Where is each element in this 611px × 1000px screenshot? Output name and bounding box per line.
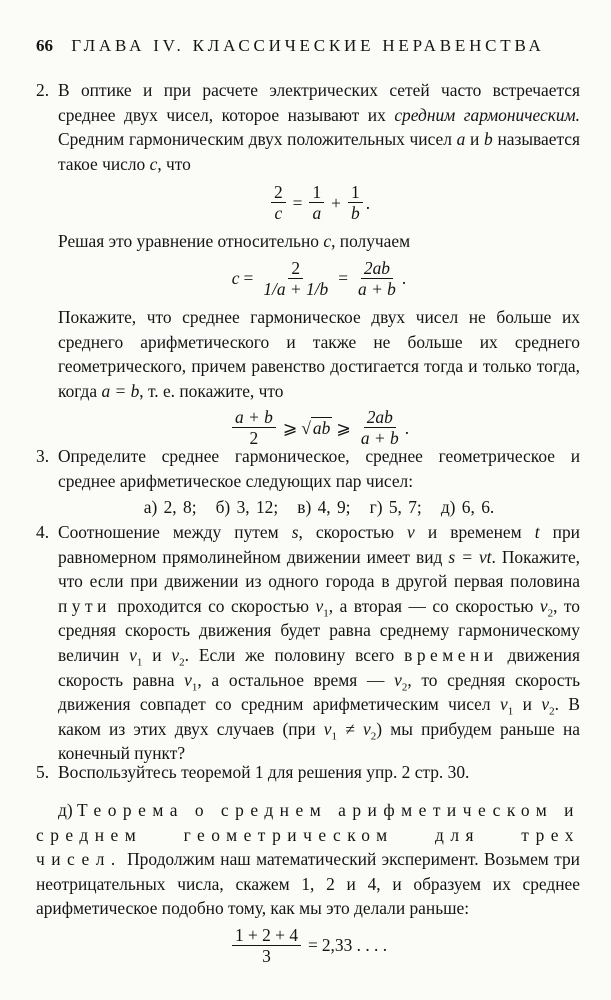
section-text: Продолжим наш математический эксперимент. Возьмем три неотрицательных числа, скажем 1, 2 и 4, и образуем их среднее арифметическое подобно тому, как мы это делали раньше: (36, 849, 580, 919)
text: при равномерном прямолинейном движении имеет вид (58, 522, 580, 567)
pair-a: а) 2, 8; (143, 497, 197, 518)
exercise-3-number: 3. (36, 446, 50, 466)
exercise-2-solving (58, 229, 580, 254)
numerator: a + b (232, 407, 276, 428)
text: , а остальное время — (197, 669, 395, 690)
exercise-5-number: 5. (36, 762, 50, 782)
formula-harmonic-solved (58, 258, 580, 299)
section-title: Теорема о среднем арифметическом и среднем геометрическом для трех чисел. (36, 800, 580, 870)
radical-sign: √ (301, 417, 311, 438)
section-paragraph (36, 798, 580, 921)
pair-b: б) 3, 12; (215, 497, 279, 518)
pair-d: д) 6, 6. (440, 497, 495, 518)
text: ) мы прибудем раньше на конечный пункт? (58, 718, 580, 764)
equality-a-b: a = b (101, 380, 140, 401)
section-three-numbers (36, 798, 580, 972)
fraction (260, 258, 331, 299)
period: . (401, 268, 407, 289)
square-root (301, 416, 332, 441)
text: , то средняя скорость движения будет равна среднему гармоническому величин (58, 595, 580, 665)
var-a: a (456, 129, 466, 150)
var-v: v (184, 669, 192, 690)
var-c: c (323, 231, 332, 252)
exercise-4 (36, 520, 580, 766)
fraction (358, 407, 402, 448)
geq-sign: ⩾ (336, 417, 351, 438)
subscript: 2 (370, 730, 377, 743)
var-v: v (129, 644, 137, 665)
chapter-title: ГЛАВА IV. КЛАССИЧЕСКИЕ НЕРАВЕНСТВА (71, 36, 545, 55)
pair-g: г) 5, 7; (369, 497, 422, 518)
fraction (271, 182, 286, 223)
denominator: b (350, 203, 360, 224)
equals-sign: = (308, 935, 318, 956)
text: . Покажите, что если при движении из одного города в другой первая половина (58, 546, 581, 592)
subscript: 2 (547, 607, 554, 620)
exercise-2 (36, 78, 580, 454)
subscript: 1 (191, 681, 198, 694)
text: . Если же половину всего (184, 644, 405, 665)
var-v: v (315, 595, 324, 616)
subscript: 2 (549, 705, 555, 718)
exercise-2-intro (58, 78, 580, 176)
period: . (365, 192, 371, 213)
text: Соотношение между путем (58, 522, 292, 542)
denominator: 3 (262, 945, 271, 966)
exercise-2-task (58, 305, 580, 403)
numerator: 1 (348, 182, 363, 203)
denominator: c (274, 203, 283, 224)
lhs: c (231, 268, 240, 289)
text: называется такое число (58, 129, 580, 174)
running-header (36, 34, 576, 59)
var-v: v (541, 694, 550, 715)
fraction (348, 182, 363, 223)
page-number: 66 (36, 36, 53, 55)
subscript: 1 (136, 656, 143, 669)
formula-arithmetic-mean (36, 925, 580, 966)
subscript: 2 (401, 681, 408, 694)
subscript: 1 (331, 730, 338, 743)
result-value: 2,33 . . . . (321, 935, 388, 956)
text: , т. е. покажите, что (139, 380, 284, 401)
formula-s-vt: s = vt (448, 546, 492, 567)
numerator: 2 (271, 182, 286, 203)
text: , что (157, 153, 191, 174)
subscript: 2 (179, 656, 185, 669)
numerator: 2 (288, 258, 303, 279)
subscript: 1 (507, 705, 514, 718)
text: и (142, 644, 172, 665)
term-harmonic-mean: средним гармоническим. (394, 104, 580, 125)
text: Покажите, что среднее гармоническое двух чисел не больше их среднего арифметического и также не больше их среднего геометрического, причем равенство достигается тогда и только тогда, когда (58, 306, 580, 401)
text: , получаем (331, 231, 411, 252)
geq-sign: ⩾ (282, 417, 298, 438)
text: , а вторая — со скоростью (328, 595, 540, 616)
section-label: д) (58, 800, 78, 820)
var-v: v (394, 669, 402, 690)
var-c: c (149, 153, 158, 174)
denominator: 2 (249, 428, 259, 449)
numerator: 2ab (361, 258, 393, 279)
exercise-3 (36, 444, 580, 524)
denominator: a + b (358, 278, 396, 299)
text: , скоростью (298, 522, 408, 542)
var-t: t (534, 522, 540, 542)
text: В оптике и при расчете электрических сетей часто встречается среднее двух чисел, которое называют их (58, 80, 580, 125)
var-v: v (362, 718, 371, 739)
text: Средним гармоническим двух положительных чисел (58, 129, 457, 150)
text: , то средняя скорость движения совпадет со средним арифметическим чисел (58, 669, 581, 715)
var-v: v (171, 644, 180, 665)
text: Решая это уравнение относительно (58, 231, 324, 252)
var-v: v (407, 522, 415, 542)
var-b: b (484, 129, 493, 150)
emphasis-path: пути (58, 595, 111, 616)
fraction (309, 182, 324, 223)
exercise-3-text: Определите среднее гармоническое, среднее геометрическое и среднее арифметическое следующих пар чисел: (58, 446, 580, 491)
numerator: 1 + 2 + 4 (232, 925, 301, 946)
var-v: v (539, 595, 548, 616)
numerator: 1 (309, 182, 324, 203)
text: . В каком из этих двух случаев (при (58, 694, 580, 739)
numerator: 2ab (364, 407, 396, 428)
text: и (513, 694, 542, 715)
denominator: 1/a + 1/b (263, 278, 329, 299)
exercise-5-text: Воспользуйтесь теоремой 1 для решения упр. 2 стр. 30. (58, 762, 470, 782)
fraction (232, 407, 276, 448)
text: движения скорость равна (58, 644, 580, 690)
denominator: a + b (360, 428, 399, 449)
formula-mean-inequality (58, 407, 580, 448)
neq-sign: ≠ (337, 718, 363, 739)
text: и (465, 129, 485, 150)
var-v: v (500, 694, 508, 715)
equals-sign: = (243, 268, 254, 289)
formula-harmonic-definition (58, 182, 580, 223)
denominator: a (312, 203, 322, 224)
plus-sign: + (331, 192, 341, 213)
exercise-4-number: 4. (36, 522, 50, 542)
exercise-4-text (58, 520, 580, 766)
exercise-5 (36, 760, 580, 785)
var-s: s (291, 522, 299, 542)
fraction (232, 925, 301, 966)
emphasis-time: времени (404, 644, 498, 665)
equals-sign: = (292, 192, 303, 213)
var-v: v (323, 718, 332, 739)
exercise-2-number: 2. (36, 80, 50, 100)
subscript: 1 (323, 607, 329, 620)
equals-sign: = (338, 268, 349, 289)
fraction (355, 258, 399, 299)
text: проходится со скоростью (110, 595, 316, 616)
period: . (404, 417, 410, 438)
text: и временем (414, 522, 535, 542)
radicand: ab (312, 417, 331, 438)
pair-v: в) 4, 9; (297, 497, 351, 518)
number-pairs (58, 495, 580, 520)
